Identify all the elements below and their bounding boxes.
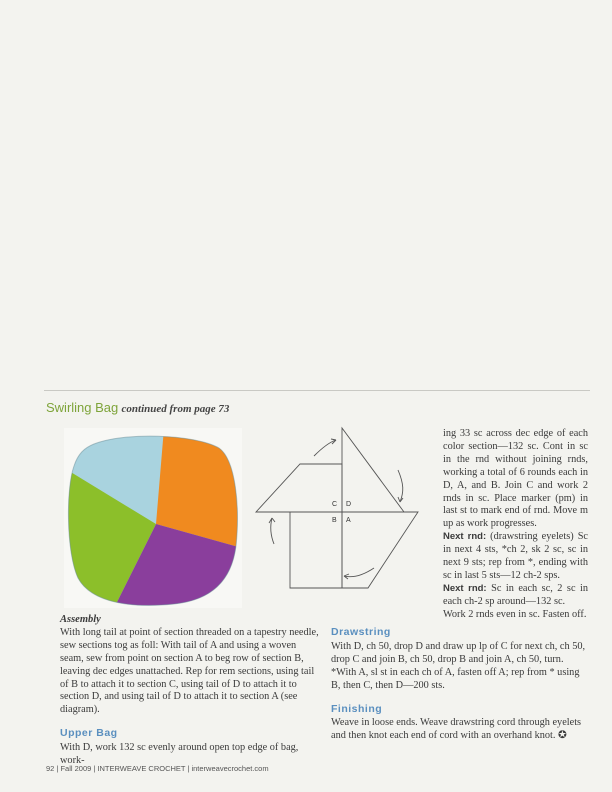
right-paragraph-4: Work 2 rnds even in sc. Fasten off. [443,608,587,620]
finishing-heading: Finishing [331,702,383,715]
drawstring-heading: Drawstring [331,626,391,638]
assembly-heading: Assembly [60,614,101,625]
right-paragraph-3 [443,583,588,609]
diagram-label-d: D [346,501,352,508]
upper-bag-heading: Upper Bag [60,727,118,740]
right-paragraph-2 [443,531,588,583]
bag-photo [64,428,242,608]
article-heading [46,400,229,416]
arrow-right [398,470,403,502]
continued-note: continued from page 73 [121,403,230,415]
swirling-bag-image [64,428,242,608]
left-column [60,614,322,768]
diagram-section-c [256,464,342,512]
page-footer: 92 | Fall 2009 | INTERWEAVE CROCHET | interweavecrochet.com [46,764,269,773]
diagram-section-d [342,428,404,512]
assembly-diagram-svg [252,426,438,596]
right-paragraph-2-text: (drawstring eyelets) Sc in next 4 sts, *ch 2, sk 2 sc, sc in next 9 sts; rep from *, ending with sc in last 5 sts—12 ch-2 sps. [443,531,588,581]
middle-column [331,626,589,743]
article-title: Swirling Bag [46,400,119,415]
finishing-text: Weave in loose ends. Weave drawstring cord through eyelets and then knot each end of cord with an overhand knot. ✪ [331,717,582,742]
next-round-label-2: Next rnd: [443,582,487,594]
next-round-label: Next rnd: [443,531,487,543]
section-divider [44,390,590,391]
right-paragraph-3-text: Sc in each sc, 2 sc in each ch-2 sp around—132 sc. [443,582,588,607]
right-paragraph-1: ing 33 sc across dec edge of each color section—132 sc. Cont in sc in the rnd without joining rnds, working a total of 6 rounds each in D, A, and B. Join C and work 2 rnds in sc. Place marker (pm) in last st to mark end of rnd. Move m up as work progresses. [443,428,588,530]
diagram-label-b: B [332,517,337,524]
upper-bag-text: With D, work 132 sc evenly around open top edge of bag, work- [60,742,299,767]
diagram-label-c: C [332,501,338,508]
assembly-text: With long tail at point of section threaded on a tapestry needle, sew sections tog as foll: With tail of A and using a woven seam, sew from point on section A to beg row of section B, leaving dec edges unattached. Rep for rem sections, using tail of B to attach it to section C, using tail of D to attach it to section D, and using tail of D to attach it to section A (see diagram). [60,626,319,716]
arrow-bottom [344,568,374,577]
arrow-top [314,440,336,456]
assembly-diagram [252,426,438,596]
right-column [443,428,588,622]
arrow-left [271,518,274,544]
drawstring-text: With D, ch 50, drop D and draw up lp of C for next ch, ch 50, drop C and join B, ch 50, drop B and join A, ch 50, turn. *With A, sl st in each ch of A, fasten off A; rep from * using B, then C, then D—200 sts. [331,640,586,691]
diagram-label-a: A [346,517,351,524]
